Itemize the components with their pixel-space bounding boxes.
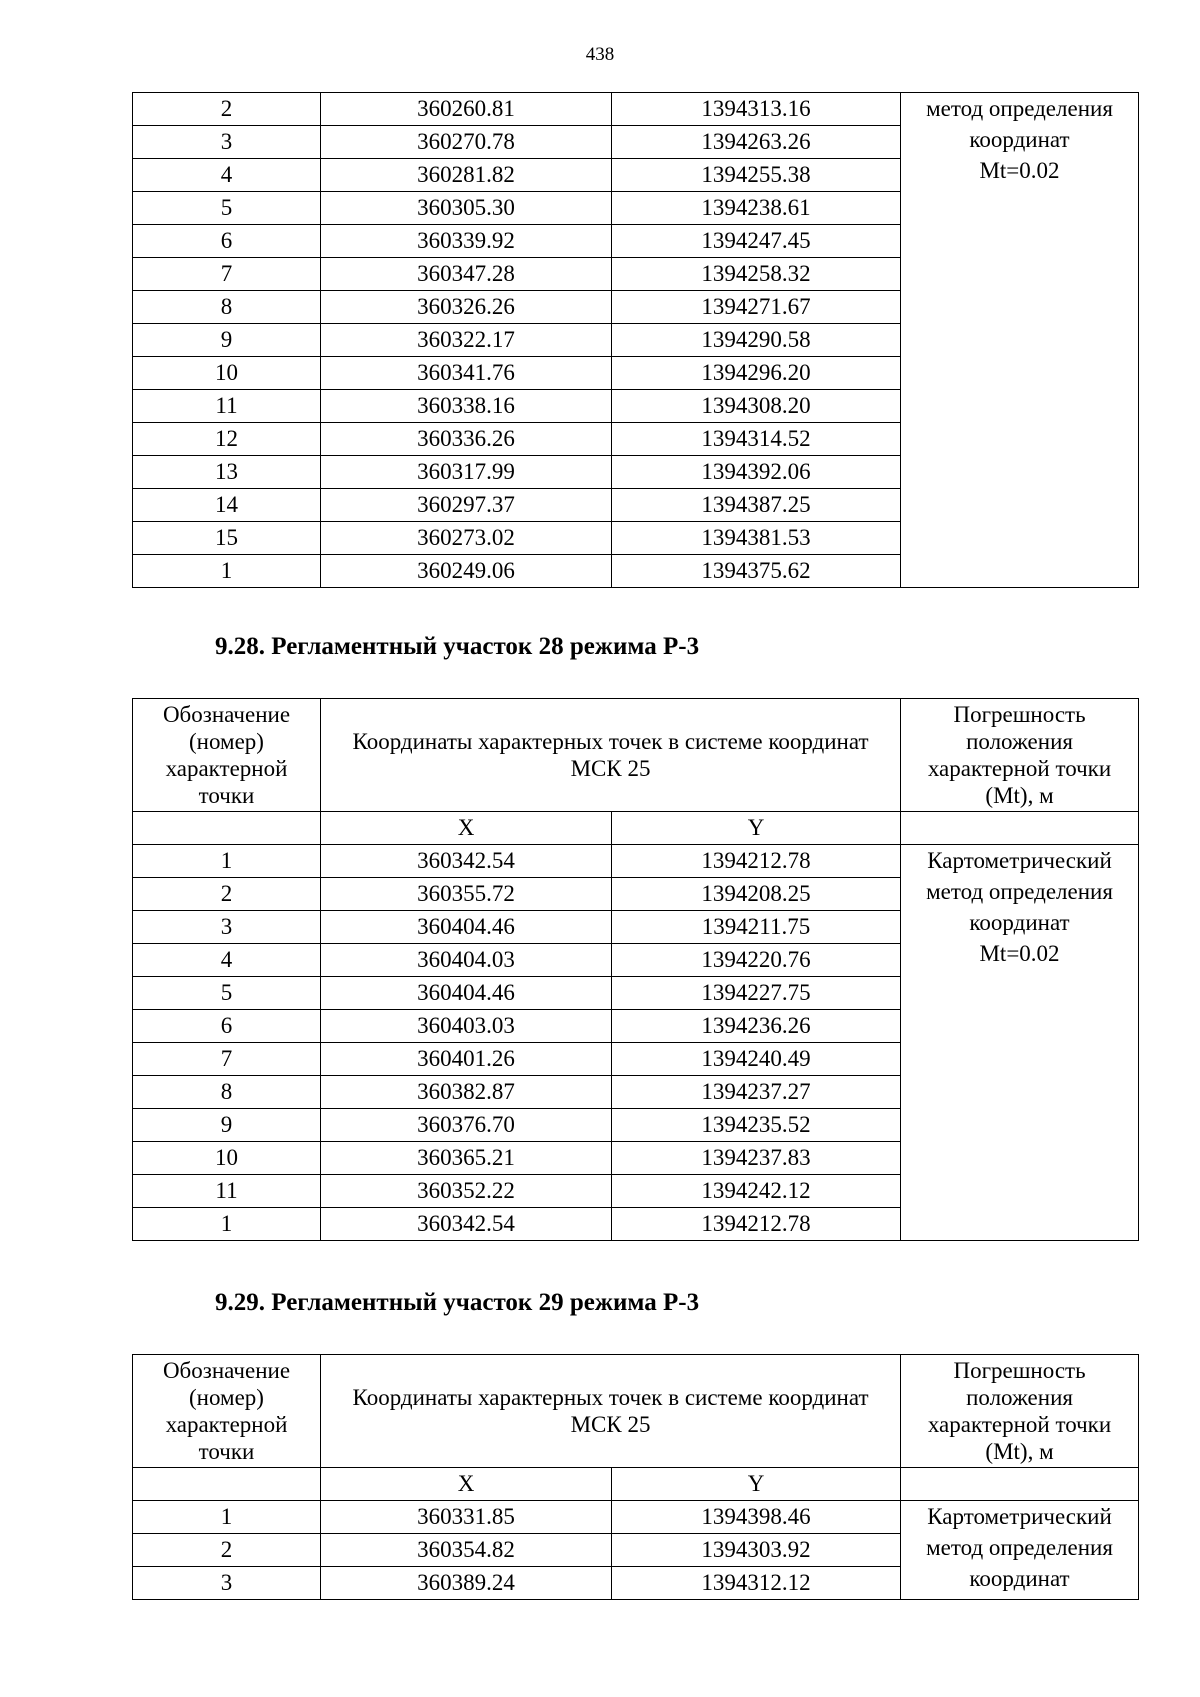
x-coordinate-cell: 360336.26 [321, 423, 612, 456]
x-coordinate-cell: 360352.22 [321, 1175, 612, 1208]
accuracy-note-text: Картометрический метод определения координат [926, 1504, 1113, 1591]
y-coordinate-cell: 1394220.76 [612, 944, 901, 977]
header-coordinates: Координаты характерных точек в системе координат МСК 25 [321, 1355, 901, 1468]
y-coordinate-cell: 1394212.78 [612, 1208, 901, 1241]
x-coordinate-cell: 360342.54 [321, 1208, 612, 1241]
point-number-cell: 10 [133, 357, 321, 390]
y-coordinate-cell: 1394375.62 [612, 555, 901, 588]
point-number-cell: 4 [133, 944, 321, 977]
point-number-cell: 3 [133, 911, 321, 944]
point-number-cell: 9 [133, 324, 321, 357]
y-coordinate-cell: 1394296.20 [612, 357, 901, 390]
point-number-cell: 2 [133, 93, 321, 126]
y-coordinate-cell: 1394387.25 [612, 489, 901, 522]
y-coordinate-cell: 1394235.52 [612, 1109, 901, 1142]
x-coordinate-cell: 360365.21 [321, 1142, 612, 1175]
accuracy-note-cell [901, 1501, 1139, 1600]
y-coordinate-cell: 1394392.06 [612, 456, 901, 489]
y-coordinate-cell: 1394263.26 [612, 126, 901, 159]
point-number-cell: 11 [133, 1175, 321, 1208]
point-number-cell: 14 [133, 489, 321, 522]
point-number-cell: 12 [133, 423, 321, 456]
header-coordinates: Координаты характерных точек в системе координат МСК 25 [321, 699, 901, 812]
x-coordinate-cell: 360317.99 [321, 456, 612, 489]
point-number-cell: 1 [133, 845, 321, 878]
subheader-empty [901, 1468, 1139, 1501]
point-number-cell: 3 [133, 126, 321, 159]
accuracy-note-cell [901, 845, 1139, 1241]
y-coordinate-cell: 1394242.12 [612, 1175, 901, 1208]
point-number-cell: 1 [133, 1501, 321, 1534]
header-accuracy: Погрешность положения характерной точки (Mt), м [901, 699, 1139, 812]
x-coordinate-cell: 360338.16 [321, 390, 612, 423]
y-coordinate-cell: 1394247.45 [612, 225, 901, 258]
point-number-cell: 9 [133, 1109, 321, 1142]
x-coordinate-cell: 360341.76 [321, 357, 612, 390]
y-coordinate-cell: 1394236.26 [612, 1010, 901, 1043]
y-coordinate-cell: 1394381.53 [612, 522, 901, 555]
point-number-cell: 3 [133, 1567, 321, 1600]
x-coordinate-cell: 360404.46 [321, 911, 612, 944]
subheader-y: Y [612, 1468, 901, 1501]
coordinates-table-continued [132, 92, 1139, 588]
x-coordinate-cell: 360331.85 [321, 1501, 612, 1534]
subheader-empty [901, 812, 1139, 845]
subheader-row [133, 812, 1139, 845]
y-coordinate-cell: 1394255.38 [612, 159, 901, 192]
y-coordinate-cell: 1394303.92 [612, 1534, 901, 1567]
x-coordinate-cell: 360404.03 [321, 944, 612, 977]
coordinates-table-29 [132, 1354, 1139, 1600]
y-coordinate-cell: 1394212.78 [612, 845, 901, 878]
x-coordinate-cell: 360389.24 [321, 1567, 612, 1600]
point-number-cell: 5 [133, 977, 321, 1010]
point-number-cell: 8 [133, 291, 321, 324]
coordinates-table-28 [132, 698, 1139, 1241]
subheader-x: X [321, 1468, 612, 1501]
x-coordinate-cell: 360401.26 [321, 1043, 612, 1076]
point-number-cell: 6 [133, 1010, 321, 1043]
point-number-cell: 13 [133, 456, 321, 489]
point-number-cell: 11 [133, 390, 321, 423]
point-number-cell: 7 [133, 258, 321, 291]
y-coordinate-cell: 1394271.67 [612, 291, 901, 324]
subheader-empty [133, 1468, 321, 1501]
x-coordinate-cell: 360339.92 [321, 225, 612, 258]
x-coordinate-cell: 360403.03 [321, 1010, 612, 1043]
x-coordinate-cell: 360249.06 [321, 555, 612, 588]
section-title-29: 9.29. Регламентный участок 29 режима Р-3 [215, 1289, 700, 1316]
point-number-cell: 10 [133, 1142, 321, 1175]
x-coordinate-cell: 360322.17 [321, 324, 612, 357]
x-coordinate-cell: 360355.72 [321, 878, 612, 911]
page-number: 438 [585, 44, 615, 65]
table-row [133, 845, 1139, 878]
point-number-cell: 5 [133, 192, 321, 225]
table-row [133, 93, 1139, 126]
x-coordinate-cell: 360326.26 [321, 291, 612, 324]
point-number-cell: 4 [133, 159, 321, 192]
y-coordinate-cell: 1394308.20 [612, 390, 901, 423]
section-title-28: 9.28. Регламентный участок 28 режима Р-3 [215, 633, 700, 660]
point-number-cell: 15 [133, 522, 321, 555]
subheader-x: X [321, 812, 612, 845]
header-point-id: Обозначение (номер) характерной точки [133, 699, 321, 812]
point-number-cell: 1 [133, 555, 321, 588]
header-row [133, 1355, 1139, 1468]
point-number-cell: 8 [133, 1076, 321, 1109]
point-number-cell: 2 [133, 878, 321, 911]
y-coordinate-cell: 1394314.52 [612, 423, 901, 456]
accuracy-note-text: метод определения координат Mt=0.02 [926, 96, 1113, 183]
subheader-y: Y [612, 812, 901, 845]
subheader-empty [133, 812, 321, 845]
y-coordinate-cell: 1394208.25 [612, 878, 901, 911]
y-coordinate-cell: 1394227.75 [612, 977, 901, 1010]
header-point-id: Обозначение (номер) характерной точки [133, 1355, 321, 1468]
header-row [133, 699, 1139, 812]
accuracy-note-text: Картометрический метод определения координат Mt=0.02 [926, 848, 1113, 966]
x-coordinate-cell: 360347.28 [321, 258, 612, 291]
table-row [133, 1501, 1139, 1534]
accuracy-note-cell [901, 93, 1139, 588]
y-coordinate-cell: 1394290.58 [612, 324, 901, 357]
y-coordinate-cell: 1394312.12 [612, 1567, 901, 1600]
y-coordinate-cell: 1394238.61 [612, 192, 901, 225]
y-coordinate-cell: 1394313.16 [612, 93, 901, 126]
y-coordinate-cell: 1394237.27 [612, 1076, 901, 1109]
y-coordinate-cell: 1394398.46 [612, 1501, 901, 1534]
point-number-cell: 2 [133, 1534, 321, 1567]
x-coordinate-cell: 360260.81 [321, 93, 612, 126]
x-coordinate-cell: 360404.46 [321, 977, 612, 1010]
x-coordinate-cell: 360376.70 [321, 1109, 612, 1142]
x-coordinate-cell: 360342.54 [321, 845, 612, 878]
x-coordinate-cell: 360305.30 [321, 192, 612, 225]
point-number-cell: 7 [133, 1043, 321, 1076]
x-coordinate-cell: 360382.87 [321, 1076, 612, 1109]
point-number-cell: 1 [133, 1208, 321, 1241]
y-coordinate-cell: 1394240.49 [612, 1043, 901, 1076]
x-coordinate-cell: 360297.37 [321, 489, 612, 522]
y-coordinate-cell: 1394258.32 [612, 258, 901, 291]
y-coordinate-cell: 1394237.83 [612, 1142, 901, 1175]
header-accuracy: Погрешность положения характерной точки (Mt), м [901, 1355, 1139, 1468]
x-coordinate-cell: 360270.78 [321, 126, 612, 159]
point-number-cell: 6 [133, 225, 321, 258]
x-coordinate-cell: 360354.82 [321, 1534, 612, 1567]
x-coordinate-cell: 360273.02 [321, 522, 612, 555]
subheader-row [133, 1468, 1139, 1501]
y-coordinate-cell: 1394211.75 [612, 911, 901, 944]
x-coordinate-cell: 360281.82 [321, 159, 612, 192]
